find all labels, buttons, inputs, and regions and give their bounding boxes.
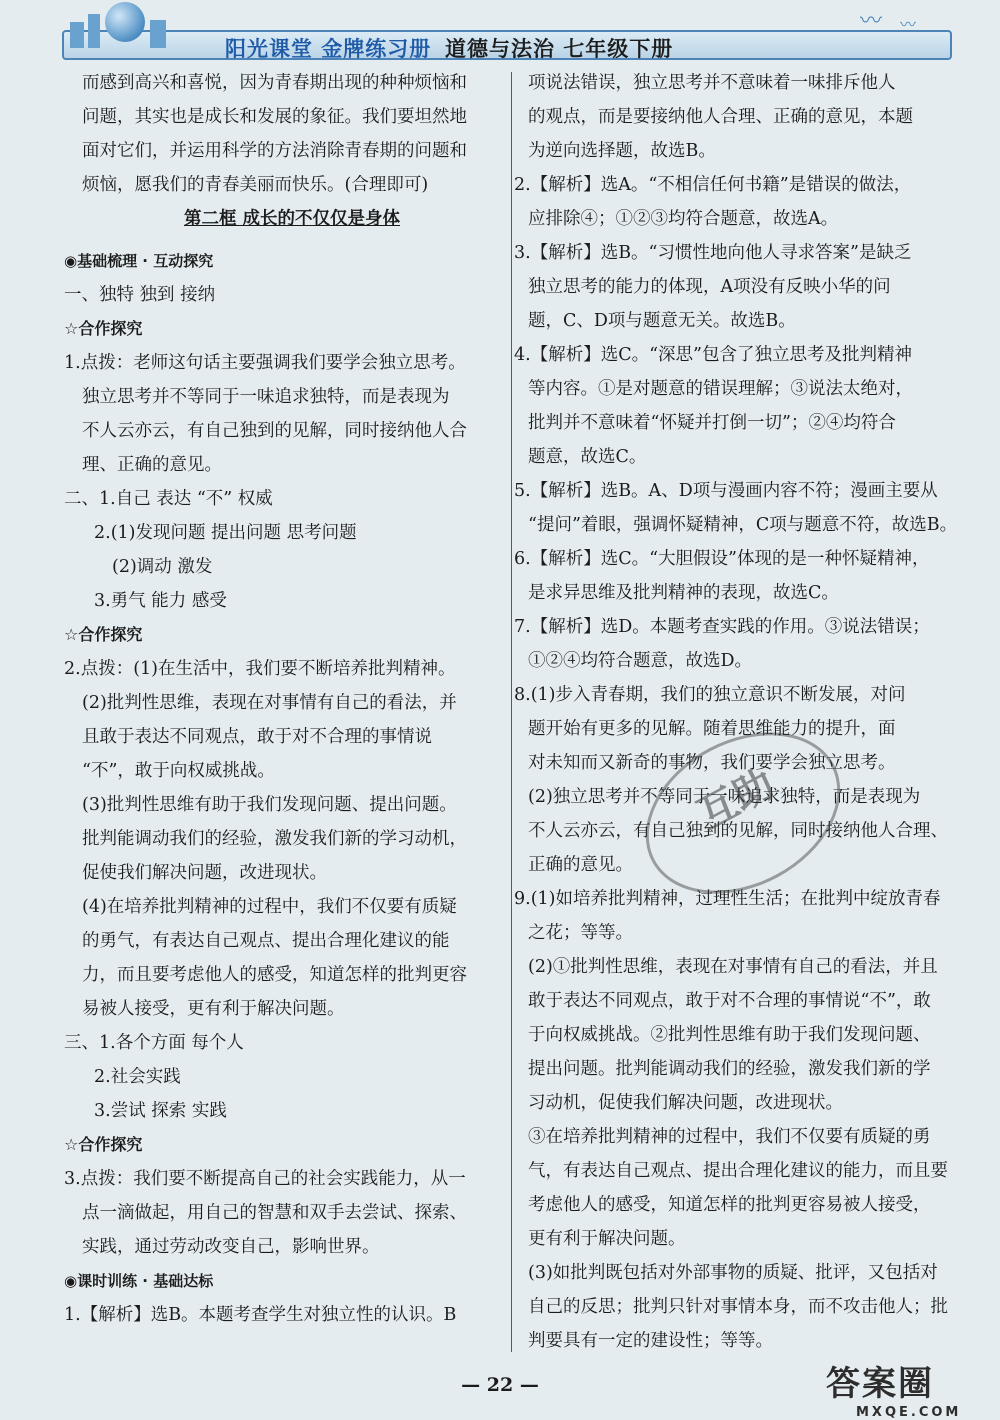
bird-icon: 〰 <box>860 9 883 34</box>
text-line: 习动机，促使我们解决问题，改进现状。 <box>528 1093 843 1113</box>
text-line: (2)批判性思维，表现在对事情有自己的看法，并 <box>82 693 457 713</box>
text-line: 三、1.各个方面 每个人 <box>64 1033 244 1053</box>
text-line: 易被人接受，更有利于解决问题。 <box>82 999 345 1019</box>
text-line: 3.尝试 探索 实践 <box>94 1101 227 1121</box>
text-line: 点一滴做起，用自己的智慧和双手去尝试、探索、 <box>82 1203 467 1223</box>
text-line: 2.【解析】选A。“不相信任何书籍”是错误的做法， <box>514 175 912 195</box>
page-number: — 22 — <box>461 1374 539 1396</box>
building-icon <box>150 20 166 48</box>
text-line: 正确的意见。 <box>528 855 633 875</box>
book-brand: 阳光课堂 金牌练习册 <box>225 37 432 61</box>
text-line: 题意，故选C。 <box>528 447 647 467</box>
globe-icon <box>105 2 145 42</box>
text-line: “不”，敢于向权威挑战。 <box>82 761 275 781</box>
text-line: 一、独特 独到 接纳 <box>64 285 216 305</box>
text-line: 面对它们，并运用科学的方法消除青春期的问题和 <box>82 141 467 161</box>
text-line: (3)批判性思维有助于我们发现问题、提出问题。 <box>82 795 457 815</box>
text-line: 二、1.自己 表达 “不” 权威 <box>64 489 273 509</box>
text-line: ①②④均符合题意，故选D。 <box>528 651 753 671</box>
text-line: 判要具有一定的建设性；等等。 <box>528 1331 773 1351</box>
text-line: 考虑他人的感受，知道怎样的批判更容易被人接受， <box>528 1195 931 1215</box>
text-line: 为逆向选择题，故选B。 <box>528 141 716 161</box>
text-line: 更有利于解决问题。 <box>528 1229 686 1249</box>
page-header <box>0 0 1000 66</box>
text-line: (3)如批判既包括对外部事物的质疑、批评，又包括对 <box>528 1263 938 1283</box>
text-line: 7.【解析】选D。本题考查实践的作用。③说法错误； <box>514 617 930 637</box>
text-line: 独立思考的能力的体现，A项没有反映小华的问 <box>528 277 891 297</box>
text-line: 促使我们解决问题，改进现状。 <box>82 863 327 883</box>
site-watermark <box>826 1356 986 1420</box>
text-line: 是求异思维及批判精神的表现，故选C。 <box>528 583 839 603</box>
text-line: 题开始有更多的见解。随着思维能力的提升，面 <box>528 719 896 739</box>
text-line: 提出问题。批判能调动我们的经验，激发我们新的学 <box>528 1059 931 1079</box>
text-line: 4.【解析】选C。“深思”包含了独立思考及批判精神 <box>514 345 912 365</box>
text-line: 批判能调动我们的经验，激发我们新的学习动机， <box>82 829 467 849</box>
text-line: 应排除④；①②③均符合题意，故选A。 <box>528 209 839 229</box>
building-icon <box>88 14 100 48</box>
stamp-watermark: 互助 <box>618 700 868 926</box>
text-line: 气，有表达自己观点、提出合理化建议的能力，而且要 <box>528 1161 948 1181</box>
cooperation-title: ☆合作探究 <box>64 319 143 338</box>
text-line: 2.社会实践 <box>94 1067 181 1087</box>
text-line: 等内容。①是对题意的错误理解；③说法太绝对， <box>528 379 913 399</box>
column-divider <box>511 72 512 1352</box>
text-line: 8.(1)步入青春期，我们的独立意识不断发展，对问 <box>514 685 906 705</box>
text-line: 不人云亦云，有自己独到的见解，同时接纳他人合理、 <box>528 821 948 841</box>
text-line: 1.【解析】选B。本题考查学生对独立性的认识。B <box>64 1305 457 1325</box>
right-column <box>514 66 958 1358</box>
text-line: 之花；等等。 <box>528 923 633 943</box>
section-title: ◉课时训练 · 基础达标 <box>64 1272 214 1290</box>
text-line: (4)在培养批判精神的过程中，我们不仅要有质疑 <box>82 897 457 917</box>
text-line: (2)①批判性思维，表现在对事情有自己的看法，并且 <box>528 957 938 977</box>
text-line: 9.(1)如培养批判精神，过理性生活；在批判中绽放青春 <box>514 889 941 909</box>
section-heading: 第二框 成长的不仅仅是身体 <box>183 209 401 229</box>
text-line: 烦恼，愿我们的青春美丽而快乐。(合理即可) <box>82 175 429 195</box>
text-line: 2.(1)发现问题 提出问题 思考问题 <box>94 523 357 543</box>
text-line: 于向权威挑战。②批判性思维有助于我们发现问题、 <box>528 1025 931 1045</box>
text-line: 3.【解析】选B。“习惯性地向他人寻求答案”是缺乏 <box>514 243 912 263</box>
cooperation-title: ☆合作探究 <box>64 1135 143 1154</box>
text-line: 实践，通过劳动改变自己，影响世界。 <box>82 1237 380 1257</box>
text-line: 对未知而又新奇的事物，我们要学会独立思考。 <box>528 753 896 773</box>
text-line: 6.【解析】选C。“大胆假设”体现的是一种怀疑精神， <box>514 549 930 569</box>
text-line: (2)调动 激发 <box>112 557 213 577</box>
text-line: 项说法错误，独立思考并不意味着一味排斥他人 <box>528 73 896 93</box>
section-title: ◉基础梳理 · 互动探究 <box>64 252 214 270</box>
text-line: 力，而且要考虑他人的感受，知道怎样的批判更容 <box>82 965 467 985</box>
text-line: 且敢于表达不同观点，敢于对不合理的事情说 <box>82 727 432 747</box>
text-line: 理、正确的意见。 <box>82 455 222 475</box>
building-icon <box>70 22 84 48</box>
text-line: 自己的反思；批判只针对事情本身，而不攻击他人；批 <box>528 1297 948 1317</box>
book-subject: 道德与法治 七年级下册 <box>445 37 674 61</box>
watermark-logo: 答案圈 <box>826 1364 934 1404</box>
text-line: 而感到高兴和喜悦，因为青春期出现的种种烦恼和 <box>82 73 467 93</box>
text-line: 的勇气，有表达自己观点、提出合理化建议的能 <box>82 931 450 951</box>
text-line: 5.【解析】选B。A、D项与漫画内容不符；漫画主要从 <box>514 481 938 501</box>
text-line: 1.点拨：老师这句话主要强调我们要学会独立思考。 <box>64 353 466 373</box>
bird-icon: 〰 <box>900 15 917 34</box>
text-line: 题，C、D项与题意无关。故选B。 <box>528 311 796 331</box>
text-line: 敢于表达不同观点，敢于对不合理的事情说“不”，敢 <box>528 991 931 1011</box>
text-line: 3.勇气 能力 感受 <box>94 591 227 611</box>
text-line: “提问”着眼，强调怀疑精神，C项与题意不符，故选B。 <box>528 515 958 535</box>
text-line: (2)独立思考并不等同于一味追求独特，而是表现为 <box>528 787 921 807</box>
text-line: 独立思考并不等同于一味追求独特，而是表现为 <box>82 387 450 407</box>
text-line: 2.点拨：(1)在生活中，我们要不断培养批判精神。 <box>64 659 456 679</box>
text-line: 的观点，而是要接纳他人合理、正确的意见，本题 <box>528 107 913 127</box>
text-line: 问题，其实也是成长和发展的象征。我们要坦然地 <box>82 107 467 127</box>
left-column <box>64 66 502 1332</box>
text-line: 3.点拨：我们要不断提高自己的社会实践能力，从一 <box>64 1169 466 1189</box>
text-line: 不人云亦云，有自己独到的见解，同时接纳他人合 <box>82 421 467 441</box>
text-line: ③在培养批判精神的过程中，我们不仅要有质疑的勇 <box>528 1127 931 1147</box>
text-line: 批判并不意味着“怀疑并打倒一切”；②④均符合 <box>528 413 896 433</box>
cooperation-title: ☆合作探究 <box>64 625 143 644</box>
watermark-url: MXQE.COM <box>856 1405 962 1420</box>
